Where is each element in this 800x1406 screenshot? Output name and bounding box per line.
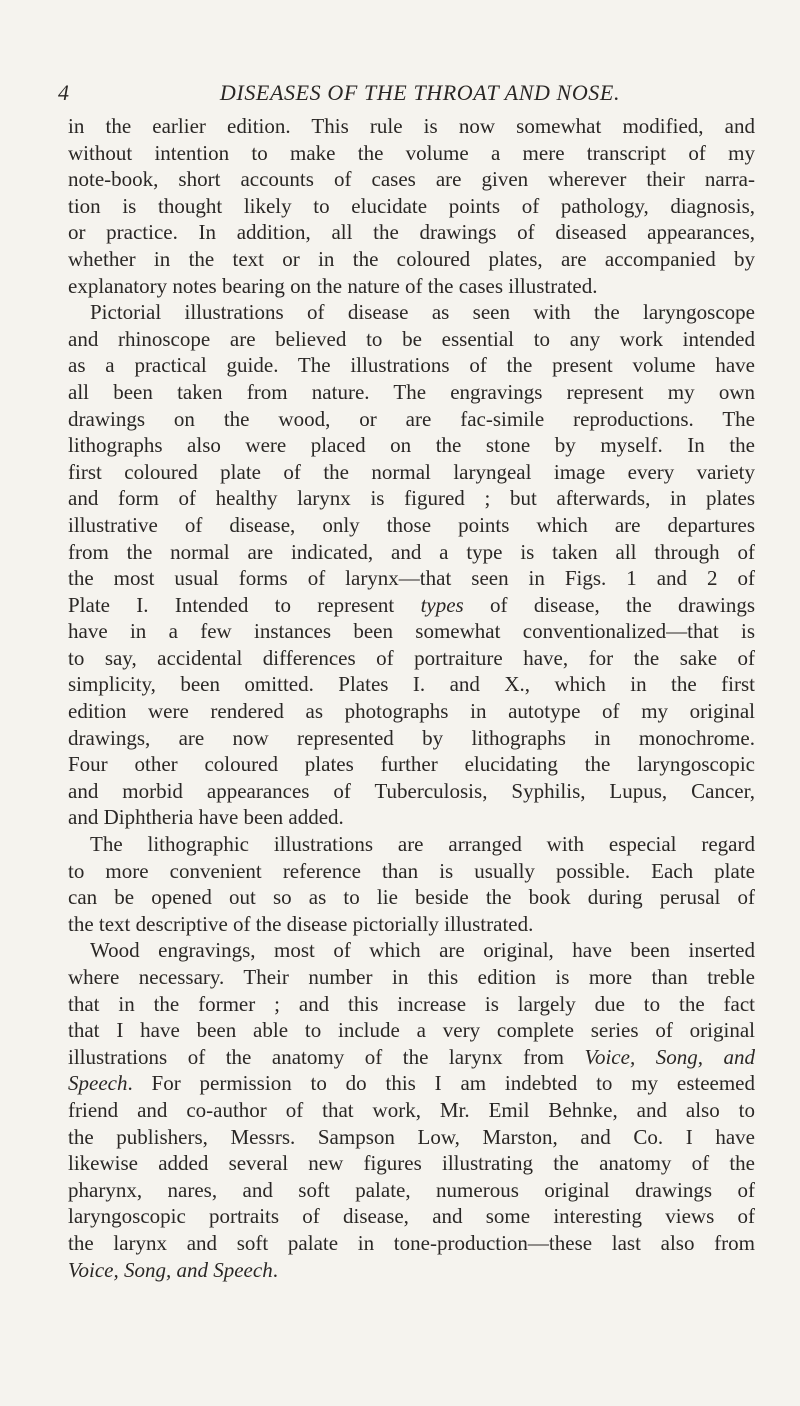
text-line: The lithographic illustrations are arranged with especial regard bbox=[90, 832, 755, 857]
text-line: lithographs also were placed on the stone by myself. In the bbox=[68, 433, 755, 458]
text-line: first coloured plate of the normal laryngeal image every variety bbox=[68, 459, 755, 484]
text-line: all been taken from nature. The engravings represent my own bbox=[68, 379, 755, 404]
text-line: drawings on the wood, or are fac-simile reproductions. The bbox=[68, 406, 755, 431]
text-line: the text descriptive of the disease pictorially illustrated. bbox=[68, 911, 534, 936]
text-line: where necessary. Their number in this edition is more than treble bbox=[68, 965, 755, 989]
text-line: friend and co-author of that work, Mr. Emil Behnke, and also to bbox=[68, 1097, 755, 1122]
text-line: and morbid appearances of Tuberculosis, Syphilis, Lupus, Cancer, bbox=[68, 778, 755, 803]
text-line: and Diphtheria have been added. bbox=[68, 805, 344, 830]
text-line: illustrative of disease, only those points which are departures bbox=[68, 512, 755, 537]
text-line: edition were rendered as photographs in autotype of my original bbox=[68, 699, 755, 724]
text-line: that in the former ; and this increase is largely due to the fact bbox=[68, 991, 755, 1016]
text-line: in the earlier edition. This rule is now somewhat modified, and bbox=[68, 114, 755, 138]
running-head bbox=[0, 80, 800, 110]
text-line: or practice. In addition, all the drawings of diseased appearances, bbox=[68, 220, 755, 245]
text-line: and form of healthy larynx is figured ; but afterwards, in plates bbox=[68, 486, 755, 511]
text-line: the publishers, Messrs. Sampson Low, Marston, and Co. I have bbox=[68, 1124, 755, 1149]
text-line: the larynx and soft palate in tone-production—these last also from bbox=[68, 1230, 755, 1255]
text-line: to more convenient reference than is usually possible. Each plate bbox=[68, 858, 755, 883]
text-line: and rhinoscope are believed to be essential to any work intended bbox=[68, 326, 755, 351]
text-line: Voice, Song, and Speech. bbox=[68, 1257, 278, 1282]
text-line: drawings, are now represented by lithographs in monochrome. bbox=[68, 725, 755, 750]
text-line: as a practical guide. The illustrations of the present volume have bbox=[68, 353, 755, 378]
italic-text: types bbox=[420, 592, 464, 617]
text-line: Wood engravings, most of which are original, have been inserted bbox=[90, 938, 755, 963]
text-line: pharynx, nares, and soft palate, numerous original drawings of bbox=[68, 1177, 755, 1202]
text-line: that I have been able to include a very complete series of original bbox=[68, 1018, 755, 1043]
text-line: the most usual forms of larynx—that seen in Figs. 1 and 2 of bbox=[68, 566, 755, 591]
text-line: Plate I. Intended to represent types of disease, the drawings bbox=[68, 592, 755, 617]
text-line: can be opened out so as to lie beside the book during perusal of bbox=[68, 885, 755, 910]
text-line: tion is thought likely to elucidate points of pathology, diagnosis, bbox=[68, 193, 755, 218]
text-line: illustrations of the anatomy of the larynx from Voice, Song, and bbox=[68, 1044, 755, 1069]
italic-text: Speech bbox=[68, 1071, 128, 1096]
text-line: note-book, short accounts of cases are given wherever their narra- bbox=[68, 167, 755, 192]
text-line: simplicity, been omitted. Plates I. and X., which in the first bbox=[68, 672, 755, 697]
text-line: have in a few instances been somewhat conventionalized—that is bbox=[68, 619, 755, 644]
italic-text: Voice, Song, and Speech bbox=[68, 1257, 273, 1282]
text-line: to say, accidental differences of portraiture have, for the sake of bbox=[68, 645, 755, 670]
text-line: Four other coloured plates further elucidating the laryngoscopic bbox=[68, 752, 755, 777]
text-line: Pictorial illustrations of disease as seen with the laryngoscope bbox=[90, 300, 755, 325]
text-line: from the normal are indicated, and a type is taken all through of bbox=[68, 539, 755, 564]
text-line: whether in the text or in the coloured plates, are accompanied by bbox=[68, 246, 755, 271]
italic-text: Voice, Song, and bbox=[584, 1044, 755, 1069]
text-line: likewise added several new figures illustrating the anatomy of the bbox=[68, 1151, 755, 1176]
text-line: without intention to make the volume a mere transcript of my bbox=[68, 140, 755, 165]
page-number: 4 bbox=[58, 80, 69, 105]
text-line: laryngoscopic portraits of disease, and some interesting views of bbox=[68, 1204, 755, 1229]
body-text bbox=[68, 113, 755, 1283]
text-line: Speech. For permission to do this I am indebted to my esteemed bbox=[68, 1071, 755, 1096]
text-line: explanatory notes bearing on the nature of the cases illustrated. bbox=[68, 273, 598, 298]
running-title: DISEASES OF THE THROAT AND NOSE. bbox=[219, 80, 621, 105]
